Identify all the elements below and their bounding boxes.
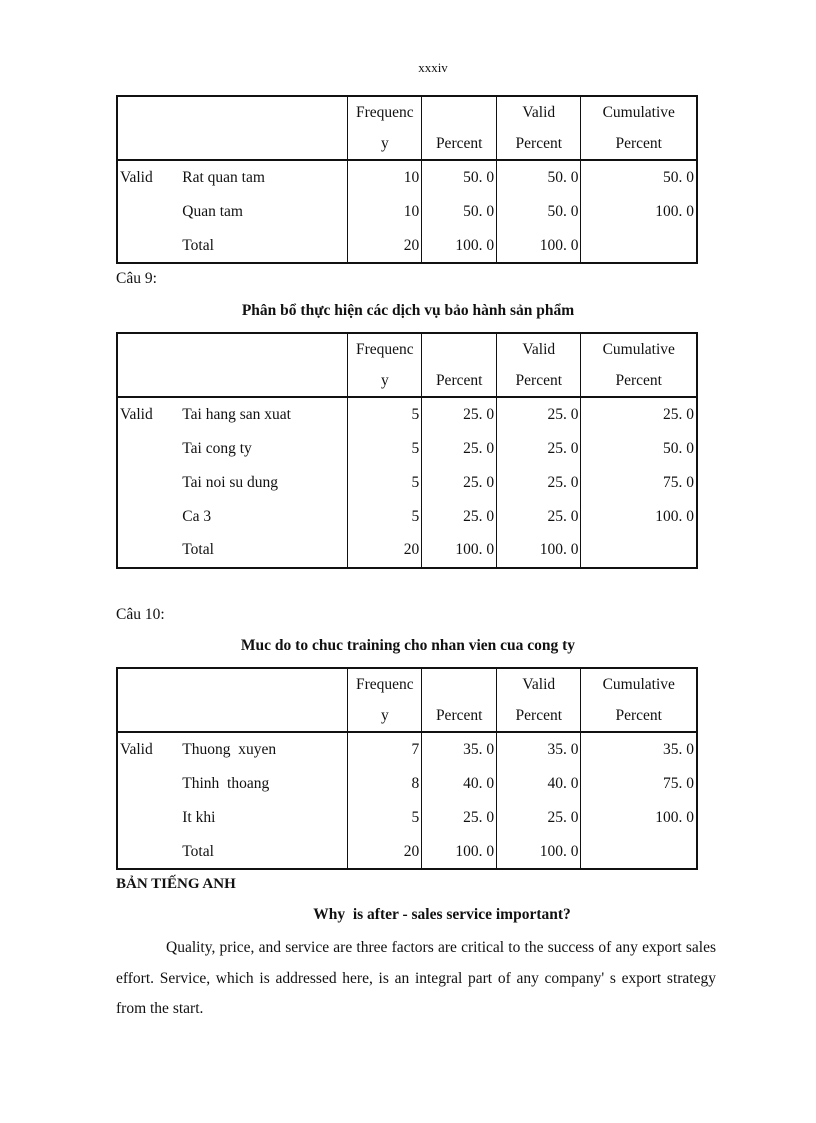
- frequency-table-1: [116, 95, 698, 264]
- question-10-label: Câu 10:: [116, 606, 165, 623]
- row-percent: 100. 0: [422, 229, 497, 264]
- table-row: [117, 432, 697, 466]
- table-3-title: Muc do to chuc training cho nhan vien cua cong ty: [240, 637, 576, 654]
- row-frequency: 20: [348, 533, 422, 568]
- group-label: Valid: [120, 741, 153, 759]
- header-cumulative-1: Cumulative: [581, 96, 697, 128]
- table-row: [117, 397, 697, 432]
- row-percent: 25. 0: [422, 466, 497, 500]
- row-frequency: 5: [348, 466, 422, 500]
- row-cumulative-percent: 35. 0: [581, 732, 697, 767]
- header-valid-percent-2: Percent: [497, 700, 581, 732]
- header-valid-percent-1: Valid: [497, 668, 581, 700]
- row-cumulative-percent: [581, 533, 697, 568]
- table-row: [117, 499, 697, 533]
- row-category: Thuong xuyen: [182, 741, 277, 759]
- page-number: xxxiv: [418, 60, 448, 75]
- row-percent: 25. 0: [422, 801, 497, 835]
- row-percent: 25. 0: [422, 397, 497, 432]
- row-cumulative-percent: [581, 834, 697, 869]
- row-frequency: 7: [348, 732, 422, 767]
- row-frequency: 8: [348, 767, 422, 801]
- row-cumulative-percent: 50. 0: [581, 160, 697, 195]
- row-category: Ca 3: [182, 507, 212, 525]
- row-frequency: 5: [348, 432, 422, 466]
- row-frequency: 10: [348, 195, 422, 229]
- row-percent: 25. 0: [422, 499, 497, 533]
- header-frequency-2: y: [348, 365, 422, 397]
- row-category: Tai noi su dung: [182, 473, 279, 491]
- header-frequency-2: y: [348, 700, 422, 732]
- header-cumulative-1: Cumulative: [581, 668, 697, 700]
- row-percent: 100. 0: [422, 533, 497, 568]
- row-valid-percent: 100. 0: [497, 834, 581, 869]
- header-cumulative-1: Cumulative: [581, 333, 697, 365]
- row-cumulative-percent: 100. 0: [581, 801, 697, 835]
- row-cumulative-percent: 25. 0: [581, 397, 697, 432]
- row-valid-percent: 100. 0: [497, 533, 581, 568]
- header-percent: Percent: [422, 365, 497, 397]
- row-category: Tai cong ty: [182, 439, 252, 457]
- row-percent: 25. 0: [422, 432, 497, 466]
- row-category: Rat quan tam: [182, 169, 265, 187]
- row-valid-percent: 50. 0: [497, 160, 581, 195]
- header-cumulative-2: Percent: [581, 365, 697, 397]
- table-row: [117, 466, 697, 500]
- row-category: Tai hang san xuat: [182, 406, 291, 424]
- row-cumulative-percent: 75. 0: [581, 767, 697, 801]
- row-valid-percent: 25. 0: [497, 499, 581, 533]
- question-9-label: Câu 9:: [116, 270, 157, 287]
- row-valid-percent: 25. 0: [497, 432, 581, 466]
- header-frequency-1: Frequenc: [348, 96, 422, 128]
- header-blank: [117, 96, 180, 128]
- row-percent: 40. 0: [422, 767, 497, 801]
- row-category: Total: [182, 541, 214, 559]
- table-row: [117, 732, 697, 767]
- row-valid-percent: 100. 0: [497, 229, 581, 264]
- row-percent: 50. 0: [422, 195, 497, 229]
- table-row: [117, 767, 697, 801]
- row-cumulative-percent: 50. 0: [581, 432, 697, 466]
- table-row: [117, 229, 697, 264]
- article-title: Why is after - sales service important?: [313, 906, 571, 923]
- row-percent: 35. 0: [422, 732, 497, 767]
- row-frequency: 5: [348, 499, 422, 533]
- group-label: Valid: [120, 406, 153, 424]
- header-valid-percent-2: Percent: [497, 128, 581, 160]
- table-row: [117, 834, 697, 869]
- row-frequency: 10: [348, 160, 422, 195]
- body-paragraph: Quality, price, and service are three factors are critical to the success of any export sales effort. Service, which is addressed here, is an integral part of any company' s export strategy from the start.: [116, 939, 716, 1017]
- row-valid-percent: 25. 0: [497, 466, 581, 500]
- row-valid-percent: 25. 0: [497, 801, 581, 835]
- header-valid-percent-1: Valid: [497, 96, 581, 128]
- table-row: [117, 533, 697, 568]
- header-percent: Percent: [422, 128, 497, 160]
- header-frequency-1: Frequenc: [348, 668, 422, 700]
- section-heading: BẢN TIẾNG ANH: [116, 876, 236, 892]
- row-frequency: 20: [348, 229, 422, 264]
- header-cumulative-2: Percent: [581, 128, 697, 160]
- row-category: Quan tam: [182, 202, 243, 220]
- table-2-title: Phân bổ thực hiện các dịch vụ bảo hành sản phẩm: [241, 302, 575, 319]
- row-category: Thinh thoang: [182, 774, 270, 792]
- row-valid-percent: 25. 0: [497, 397, 581, 432]
- group-label: Valid: [120, 169, 153, 187]
- header-cumulative-2: Percent: [581, 700, 697, 732]
- row-valid-percent: 50. 0: [497, 195, 581, 229]
- table-row: [117, 195, 697, 229]
- row-cumulative-percent: 75. 0: [581, 466, 697, 500]
- header-frequency-1: Frequenc: [348, 333, 422, 365]
- row-cumulative-percent: 100. 0: [581, 499, 697, 533]
- header-valid-percent-1: Valid: [497, 333, 581, 365]
- frequency-table-2: [116, 332, 698, 569]
- row-valid-percent: 35. 0: [497, 732, 581, 767]
- row-valid-percent: 40. 0: [497, 767, 581, 801]
- header-frequency-2: y: [348, 128, 422, 160]
- row-frequency: 5: [348, 397, 422, 432]
- table-row: [117, 801, 697, 835]
- row-percent: 100. 0: [422, 834, 497, 869]
- row-category: Total: [182, 236, 214, 254]
- row-cumulative-percent: 100. 0: [581, 195, 697, 229]
- frequency-table-3: [116, 667, 698, 870]
- row-category: Total: [182, 842, 214, 860]
- row-category: It khi: [182, 808, 216, 826]
- row-percent: 50. 0: [422, 160, 497, 195]
- row-cumulative-percent: [581, 229, 697, 264]
- row-frequency: 5: [348, 801, 422, 835]
- table-row: [117, 160, 697, 195]
- row-frequency: 20: [348, 834, 422, 869]
- header-valid-percent-2: Percent: [497, 365, 581, 397]
- header-percent: Percent: [422, 700, 497, 732]
